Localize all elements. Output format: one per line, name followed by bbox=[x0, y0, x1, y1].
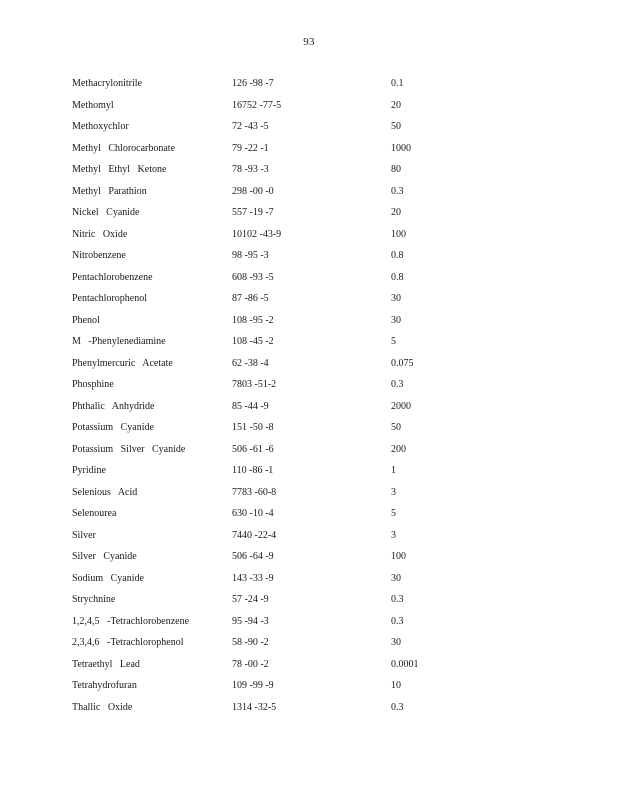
chemical-name: 2,3,4,6 -Tetrachlorophenol bbox=[72, 637, 184, 648]
cas-number: 10102 -43-9 bbox=[232, 228, 282, 240]
chemical-name: Phenylmercuric Acetate bbox=[72, 357, 173, 369]
table-row bbox=[72, 353, 552, 375]
cas-number: 87 -86 -5 bbox=[232, 293, 269, 304]
table-row bbox=[72, 310, 552, 332]
chemical-name: Tetraethyl Lead bbox=[72, 658, 140, 670]
quantity-value: 30 bbox=[391, 572, 401, 584]
table-row bbox=[72, 460, 552, 482]
cas-number: 557 -19 -7 bbox=[232, 207, 274, 218]
chemical-name: Nickel Cyanide bbox=[72, 207, 140, 218]
chemical-name: Methacrylonitrile bbox=[72, 78, 142, 89]
chemical-name: Nitric Oxide bbox=[72, 228, 128, 240]
quantity-value: 5 bbox=[391, 336, 396, 347]
table-row bbox=[72, 181, 552, 203]
cas-number: 506 -64 -9 bbox=[232, 551, 274, 562]
chemical-name: Phthalic Anhydride bbox=[72, 400, 155, 412]
cas-number: 298 -00 -0 bbox=[232, 185, 274, 197]
cas-number: 506 -61 -6 bbox=[232, 443, 274, 455]
chemical-name: Pentachlorophenol bbox=[72, 293, 147, 304]
quantity-value: 0.3 bbox=[391, 701, 404, 713]
table-row bbox=[72, 224, 552, 246]
cas-number: 78 -00 -2 bbox=[232, 658, 269, 670]
table-row bbox=[72, 331, 552, 353]
quantity-value: 5 bbox=[391, 508, 396, 519]
cas-number: 58 -90 -2 bbox=[232, 637, 269, 648]
table-row bbox=[72, 417, 552, 439]
cas-number: 110 -86 -1 bbox=[232, 465, 274, 476]
chemical-name: Methyl Chlorocarbonate bbox=[72, 142, 176, 154]
table-row bbox=[72, 675, 552, 697]
quantity-value: 20 bbox=[391, 207, 401, 218]
chemical-name: Methomyl bbox=[72, 99, 114, 111]
quantity-value: 0.8 bbox=[391, 271, 404, 283]
quantity-value: 1 bbox=[391, 465, 396, 476]
table-row bbox=[72, 396, 552, 418]
chemical-name: Methyl Parathion bbox=[72, 185, 147, 197]
table-row bbox=[72, 546, 552, 568]
table-row bbox=[72, 568, 552, 590]
cas-number: 98 -95 -3 bbox=[232, 250, 269, 261]
table-row bbox=[72, 138, 552, 160]
quantity-value: 0.3 bbox=[391, 615, 404, 627]
cas-number: 108 -45 -2 bbox=[232, 336, 274, 347]
table-row bbox=[72, 202, 552, 224]
table-row bbox=[72, 503, 552, 525]
quantity-value: 30 bbox=[391, 314, 401, 326]
chemical-name: Silver bbox=[72, 529, 96, 541]
quantity-value: 50 bbox=[391, 422, 401, 433]
quantity-value: 3 bbox=[391, 529, 396, 541]
cas-number: 126 -98 -7 bbox=[232, 78, 274, 89]
chemical-name: Potassium Silver Cyanide bbox=[72, 443, 186, 455]
cas-number: 7440 -22-4 bbox=[232, 529, 277, 541]
cas-number: 57 -24 -9 bbox=[232, 594, 269, 605]
chemical-name: Tetrahydrofuran bbox=[72, 680, 137, 691]
quantity-value: 10 bbox=[391, 680, 401, 691]
quantity-value: 80 bbox=[391, 164, 401, 175]
table-row bbox=[72, 654, 552, 676]
chemical-table bbox=[72, 73, 552, 718]
quantity-value: 0.1 bbox=[391, 78, 404, 89]
table-row bbox=[72, 611, 552, 633]
chemical-name: Selenious Acid bbox=[72, 486, 138, 498]
chemical-name: Strychnine bbox=[72, 594, 116, 605]
cas-number: 95 -94 -3 bbox=[232, 615, 269, 627]
quantity-value: 1000 bbox=[391, 142, 411, 154]
quantity-value: 30 bbox=[391, 637, 401, 648]
table-row bbox=[72, 482, 552, 504]
table-row bbox=[72, 374, 552, 396]
quantity-value: 50 bbox=[391, 121, 401, 132]
cas-number: 151 -50 -8 bbox=[232, 422, 274, 433]
chemical-name: Potassium Cyanide bbox=[72, 422, 154, 433]
chemical-name: Silver Cyanide bbox=[72, 551, 137, 562]
quantity-value: 0.8 bbox=[391, 250, 404, 261]
chemical-name: Nitrobenzene bbox=[72, 250, 126, 261]
quantity-value: 100 bbox=[391, 228, 406, 240]
cas-number: 16752 -77-5 bbox=[232, 99, 282, 111]
cas-number: 1314 -32-5 bbox=[232, 701, 277, 713]
chemical-name: Sodium Cyanide bbox=[72, 572, 144, 584]
table-row bbox=[72, 525, 552, 547]
cas-number: 62 -38 -4 bbox=[232, 357, 269, 369]
chemical-name: 1,2,4,5 -Tetrachlorobenzene bbox=[72, 615, 190, 627]
table-row bbox=[72, 288, 552, 310]
table-row bbox=[72, 267, 552, 289]
quantity-value: 3 bbox=[391, 486, 396, 498]
cas-number: 108 -95 -2 bbox=[232, 314, 274, 326]
table-row bbox=[72, 697, 552, 719]
chemical-name: Phosphine bbox=[72, 379, 114, 390]
quantity-value: 0.3 bbox=[391, 594, 404, 605]
cas-number: 79 -22 -1 bbox=[232, 142, 269, 154]
quantity-value: 20 bbox=[391, 99, 401, 111]
quantity-value: 30 bbox=[391, 293, 401, 304]
quantity-value: 100 bbox=[391, 551, 406, 562]
quantity-value: 0.075 bbox=[391, 357, 414, 369]
chemical-name: Methyl Ethyl Ketone bbox=[72, 164, 167, 175]
table-row bbox=[72, 95, 552, 117]
table-row bbox=[72, 159, 552, 181]
chemical-name: M -Phenylenediamine bbox=[72, 336, 166, 347]
quantity-value: 0.3 bbox=[391, 185, 404, 197]
cas-number: 630 -10 -4 bbox=[232, 508, 274, 519]
chemical-name: Phenol bbox=[72, 314, 100, 326]
table-row bbox=[72, 116, 552, 138]
cas-number: 78 -93 -3 bbox=[232, 164, 269, 175]
cas-number: 7803 -51-2 bbox=[232, 379, 277, 390]
cas-number: 143 -33 -9 bbox=[232, 572, 274, 584]
cas-number: 85 -44 -9 bbox=[232, 400, 269, 412]
cas-number: 109 -99 -9 bbox=[232, 680, 274, 691]
quantity-value: 200 bbox=[391, 443, 406, 455]
chemical-name: Methoxychlor bbox=[72, 121, 129, 132]
quantity-value: 2000 bbox=[391, 400, 411, 412]
chemical-name: Thallic Oxide bbox=[72, 701, 133, 713]
table-row bbox=[72, 632, 552, 654]
cas-number: 72 -43 -5 bbox=[232, 121, 269, 132]
quantity-value: 0.3 bbox=[391, 379, 404, 390]
cas-number: 7783 -60-8 bbox=[232, 486, 277, 498]
table-row bbox=[72, 589, 552, 611]
chemical-name: Pyridine bbox=[72, 465, 106, 476]
quantity-value: 0.0001 bbox=[391, 658, 419, 670]
page-number: 93 bbox=[303, 36, 315, 48]
table-row bbox=[72, 73, 552, 95]
table-row bbox=[72, 245, 552, 267]
chemical-name: Selenourea bbox=[72, 508, 117, 519]
table-row bbox=[72, 439, 552, 461]
cas-number: 608 -93 -5 bbox=[232, 271, 274, 283]
chemical-name: Pentachlorobenzene bbox=[72, 271, 153, 283]
